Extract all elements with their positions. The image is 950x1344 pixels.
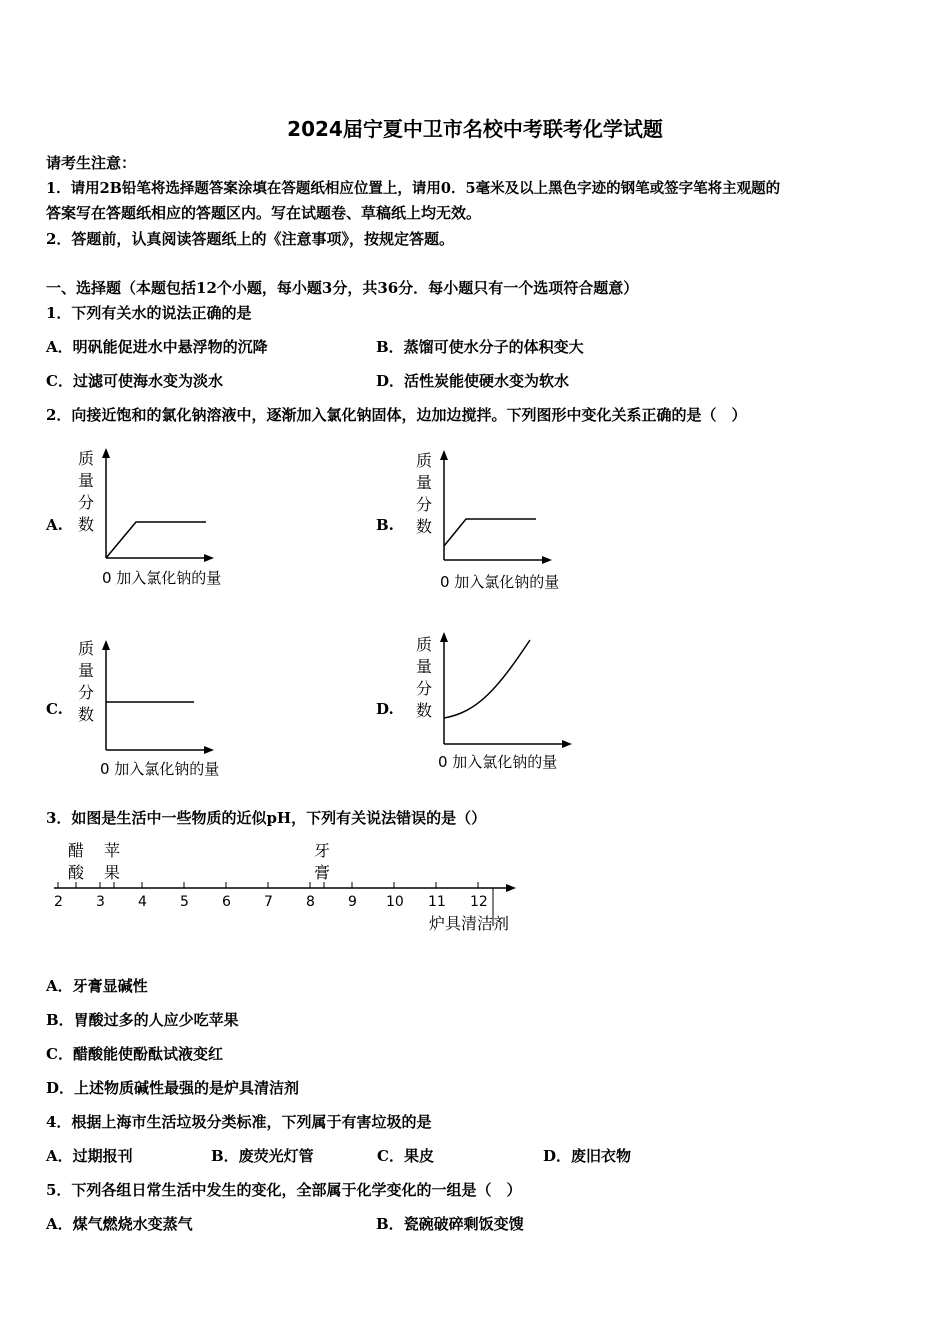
graph-c-ylabel-2: 量 <box>78 661 95 680</box>
q1-option-c[interactable]: C．过滤可使海水变为淡水 <box>46 372 223 390</box>
graph-a-ylabel-1: 质 <box>78 449 95 468</box>
q5-option-a[interactable]: A．煤气燃烧水变蒸气 <box>46 1215 193 1233</box>
graph-c <box>70 630 260 785</box>
q2-option-c-label[interactable]: C. <box>46 700 63 718</box>
graph-b-x-arrow <box>542 556 552 564</box>
ph-tick-label-12: 12 <box>470 894 488 910</box>
notice-line-1a: 1．请用2B铅笔将选择题答案涂填在答题纸相应位置上，请用0．5毫米及以上黑色字迹的钢笔或签字笔将主观题的 <box>46 180 781 197</box>
q5-stem: 5．下列各组日常生活中发生的变化，全部属于化学变化的一组是（ ） <box>46 1181 522 1199</box>
q4-option-d[interactable]: D．废旧衣物 <box>543 1147 632 1165</box>
graph-a <box>70 440 260 595</box>
graph-a-ylabel-4: 数 <box>78 515 95 534</box>
ph-tick-label-5: 5 <box>180 894 189 910</box>
q3-option-a[interactable]: A．牙膏显碱性 <box>46 977 148 995</box>
graph-c-xlabel: 0 加入氯化钠的量 <box>100 760 220 778</box>
q1-option-b[interactable]: B．蒸馏可使水分子的体积变大 <box>376 338 584 356</box>
graph-d-ylabel-2: 量 <box>416 657 433 676</box>
page-title: 2024届宁夏中卫市名校中考联考化学试题 <box>287 117 663 141</box>
graph-c-x-arrow <box>204 746 214 754</box>
ph-tick-label-2: 2 <box>54 894 63 910</box>
q4-option-b[interactable]: B．废荧光灯管 <box>211 1147 314 1165</box>
graph-d-ylabel-1: 质 <box>416 635 433 654</box>
graph-c-ylabel-1: 质 <box>78 639 95 658</box>
apple-label-1: 苹 <box>104 841 121 860</box>
graph-d-ylabel-4: 数 <box>416 701 433 720</box>
q3-option-d[interactable]: D．上述物质碱性最强的是炉具清洁剂 <box>46 1079 300 1097</box>
vinegar-label-2: 酸 <box>68 863 85 882</box>
notice-heading: 请考生注意： <box>46 154 137 172</box>
toothpaste-label-1: 牙 <box>314 841 331 860</box>
q2-option-b-label[interactable]: B. <box>376 516 394 534</box>
q4-option-a[interactable]: A．过期报刊 <box>46 1147 133 1165</box>
q3-option-b[interactable]: B．胃酸过多的人应少吃苹果 <box>46 1011 239 1029</box>
ph-tick-label-11: 11 <box>428 894 446 910</box>
ph-tick-label-3: 3 <box>96 894 105 910</box>
ph-tick-label-10: 10 <box>386 894 404 910</box>
graph-b-ylabel-3: 分 <box>416 495 433 514</box>
ph-tick-label-4: 4 <box>138 894 147 910</box>
graph-d-ylabel-3: 分 <box>416 679 433 698</box>
graph-d <box>408 626 598 781</box>
graph-b-xlabel: 0 加入氯化钠的量 <box>440 573 560 591</box>
cleaner-label: 炉具清洁剂 <box>429 914 510 933</box>
graph-a-y-arrow <box>102 448 110 458</box>
graph-b-ylabel-1: 质 <box>416 451 433 470</box>
graph-a-x-arrow <box>204 554 214 562</box>
graph-c-ylabel-4: 数 <box>78 705 95 724</box>
graph-d-curve <box>444 640 530 718</box>
graph-d-x-arrow <box>562 740 572 748</box>
graph-b-ylabel-2: 量 <box>416 473 433 492</box>
notice-line-1b: 答案写在答题纸相应的答题区内。写在试题卷、草稿纸上均无效。 <box>46 204 482 222</box>
graph-b-curve <box>444 519 536 546</box>
notice-line-2: 2．答题前，认真阅读答题纸上的《注意事项》，按规定答题。 <box>46 230 454 248</box>
q5-option-b[interactable]: B．瓷碗破碎剩饭变馊 <box>376 1215 524 1233</box>
graph-b-y-arrow <box>440 450 448 460</box>
ph-tick-label-9: 9 <box>348 894 357 910</box>
section-heading: 一、选择题（本题包括12个小题，每小题3分，共36分．每小题只有一个选项符合题意） <box>46 279 639 297</box>
ph-tick-label-8: 8 <box>306 894 315 910</box>
q1-stem: 1．下列有关水的说法正确的是 <box>46 304 252 322</box>
q1-option-a[interactable]: A．明矾能促进水中悬浮物的沉降 <box>46 338 268 356</box>
graph-c-y-arrow <box>102 640 110 650</box>
ph-scale <box>44 836 534 940</box>
graph-d-y-arrow <box>440 632 448 642</box>
q3-option-c[interactable]: C．醋酸能使酚酞试液变红 <box>46 1045 223 1063</box>
q2-stem: 2．向接近饱和的氯化钠溶液中，逐渐加入氯化钠固体，边加边搅拌。下列图形中变化关系正确的是（ ） <box>46 406 747 424</box>
graph-c-ylabel-3: 分 <box>78 683 95 702</box>
apple-label-2: 果 <box>104 863 121 882</box>
q1-option-d[interactable]: D．活性炭能使硬水变为软水 <box>376 372 570 390</box>
toothpaste-label-2: 膏 <box>314 863 331 882</box>
ph-axis-arrow <box>506 884 516 892</box>
graph-b-ylabel-4: 数 <box>416 517 433 536</box>
graph-a-xlabel: 0 加入氯化钠的量 <box>102 569 222 587</box>
q4-stem: 4．根据上海市生活垃圾分类标准，下列属于有害垃圾的是 <box>46 1113 432 1131</box>
q2-option-d-label[interactable]: D. <box>376 700 394 718</box>
q4-option-c[interactable]: C．果皮 <box>377 1147 434 1165</box>
q3-stem: 3．如图是生活中一些物质的近似pH，下列有关说法错误的是（） <box>46 809 487 827</box>
vinegar-label-1: 醋 <box>68 841 85 860</box>
ph-tick-label-7: 7 <box>264 894 273 910</box>
graph-a-ylabel-3: 分 <box>78 493 95 512</box>
graph-a-curve <box>106 522 206 558</box>
graph-a-ylabel-2: 量 <box>78 471 95 490</box>
ph-tick-label-6: 6 <box>222 894 231 910</box>
graph-b <box>408 442 598 597</box>
q2-option-a-label[interactable]: A. <box>46 516 63 534</box>
graph-d-xlabel: 0 加入氯化钠的量 <box>438 753 558 771</box>
